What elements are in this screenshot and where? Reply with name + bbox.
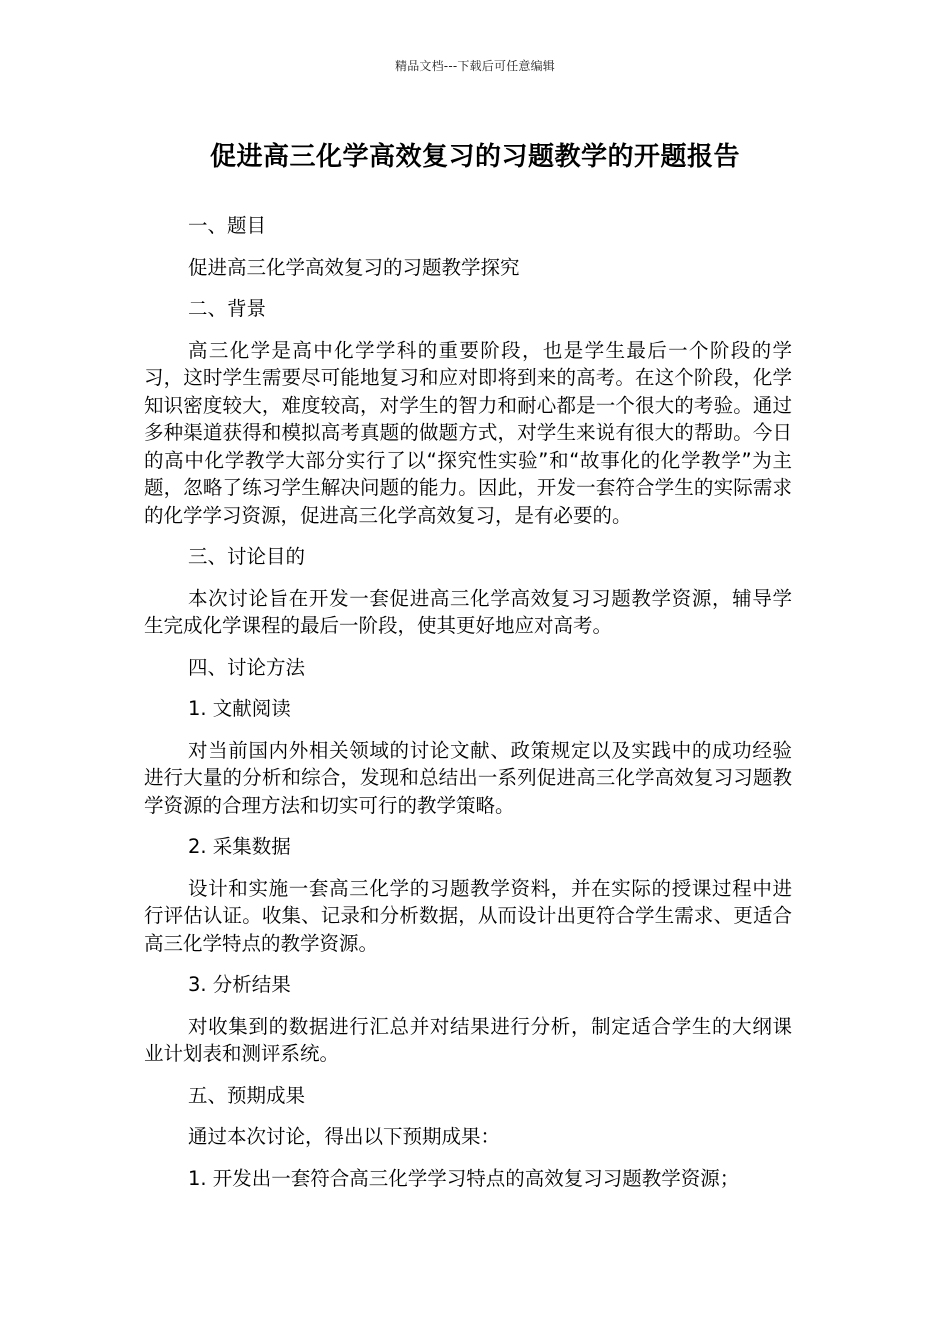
method-paragraph-literature: 对当前国内外相关领域的讨论文献、政策规定以及实践中的成功经验进行大量的分析和综合，发现和总结出一系列促进高三化学高效复习习题教学资源的合理方法和切实可行的教学策略。 [144, 738, 792, 817]
outcome-item-1: 1. 开发出一套符合高三化学学习特点的高效复习习题教学资源； [188, 1166, 740, 1190]
method-heading-literature: 1. 文献阅读 [188, 697, 291, 720]
document-title: 促进高三化学高效复习的习题教学的开题报告 [209, 142, 740, 172]
document-body [144, 212, 792, 1192]
section-heading-purpose: 三、讨论目的 [188, 545, 306, 568]
background-paragraph: 高三化学是高中化学学科的重要阶段，也是学生最后一个阶段的学习，这时学生需要尽可能地复习和应对即将到来的高考。在这个阶段，化学知识密度较大，难度较高，对学生的智力和耐心都是一个很大的考验。通过多种渠道获得和模拟高考真题的做题方式，对学生来说有很大的帮助。今日的高中化学教学大部分实行了以“探究性实验”和“故事化的化学教学”为主题，忽略了练习学生解决问题的能力。因此，开发一套符合学生的实际需求的化学学习资源，促进高三化学高效复习，是有必要的。 [144, 338, 792, 527]
section-heading-background: 二、背景 [188, 297, 267, 320]
section-heading-topic: 一、题目 [188, 214, 267, 237]
method-heading-analysis: 3. 分析结果 [188, 973, 291, 996]
purpose-paragraph: 本次讨论旨在开发一套促进高三化学高效复习习题教学资源，辅导学生完成化学课程的最后一阶段，使其更好地应对高考。 [144, 586, 792, 637]
method-paragraph-data: 设计和实施一套高三化学的习题教学资料，并在实际的授课过程中进行评估认证。收集、记录和分析数据，从而设计出更符合学生需求、更适合高三化学特点的教学资源。 [144, 876, 792, 955]
header-note: 精品文档---下载后可任意编辑 [395, 59, 555, 73]
topic-text: 促进高三化学高效复习的习题教学探究 [188, 255, 520, 279]
method-paragraph-analysis: 对收集到的数据进行汇总并对结果进行分析，制定适合学生的大纲课业计划表和测评系统。 [144, 1014, 792, 1065]
method-heading-data: 2. 采集数据 [188, 835, 291, 858]
section-heading-methods: 四、讨论方法 [188, 655, 306, 679]
outcomes-intro: 通过本次讨论，得出以下预期成果： [188, 1125, 501, 1148]
section-heading-outcomes: 五、预期成果 [188, 1083, 306, 1107]
